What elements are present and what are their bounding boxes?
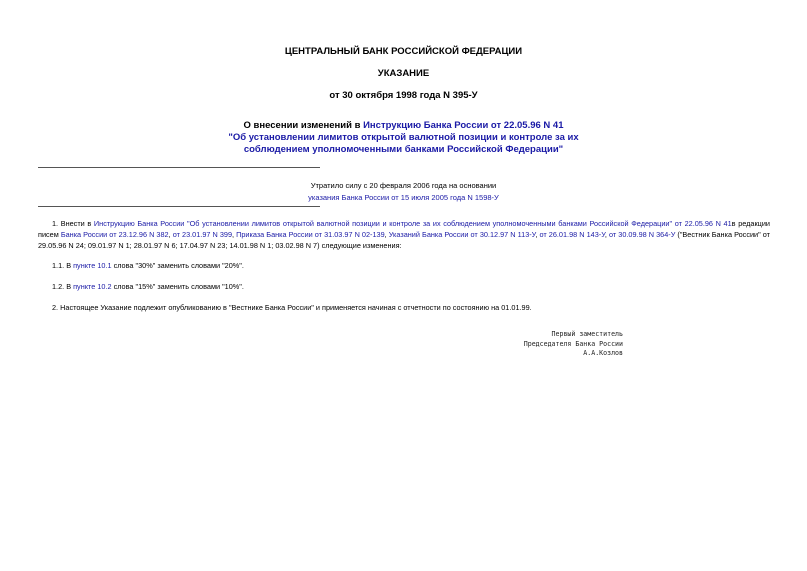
signature-position-2: Председателя Банка России [523, 339, 623, 348]
title-line-3[interactable]: соблюдением уполномоченными банками Российской Федерации" [243, 144, 564, 155]
divider-top [38, 167, 320, 168]
title-prefix: О внесении изменений в [243, 120, 364, 131]
paragraph-1 [38, 218, 770, 251]
p1-sep-2: , [232, 230, 237, 239]
status-line: Утратило силу с 20 февраля 2006 года на основании [310, 181, 497, 190]
p1-sep-4: , [535, 230, 540, 239]
document-title [0, 120, 807, 156]
title-instruction-link[interactable]: Инструкцию Банка России от 22.05.96 N 41 [363, 120, 564, 131]
p1-ukaz-143-link[interactable]: от 26.01.98 N 143-У [539, 230, 605, 239]
title-line-2[interactable]: "Об установлении лимитов открытой валютной позиции и контроле за их [228, 132, 579, 143]
divider-bottom [38, 206, 320, 207]
p1-sep-5: , [604, 230, 609, 239]
p1-text-1: 1. Внести в [52, 219, 94, 228]
paragraph-1-2 [38, 281, 770, 292]
p2-text-1: 1.1. В [52, 261, 74, 270]
signature-block [470, 330, 623, 359]
p1-sep-1: , [168, 230, 173, 239]
signature-name: А.А.Козлов [583, 349, 623, 357]
p1-letter-382-link[interactable]: Банка России от 23.12.96 N 382 [60, 230, 169, 239]
signature-position-1: Первый заместитель [551, 330, 623, 338]
p1-letter-399-link[interactable]: от 23.01.97 N 399 [172, 230, 233, 239]
p1-ukaz-364-link[interactable]: от 30.09.98 N 364-У [608, 230, 676, 239]
p1-order-02-139-link[interactable]: Приказа Банка России от 31.03.97 N 02-139 [236, 230, 385, 239]
p1-sep-3: , [384, 230, 389, 239]
p2-point-10-1-link[interactable]: пункте 10.1 [73, 261, 112, 270]
title-line-1 [0, 120, 807, 132]
p1-instruction-link[interactable]: Инструкцию Банка России "Об установлении лимитов открытой валютной позиции и контроле за их соблюдением уполномоченными банками Российской Федерации" от 22.05.96 N 41 [93, 219, 732, 228]
status-repeal-link[interactable]: указания Банка России от 15 июля 2005 года N 1598-У [308, 193, 499, 202]
p3-point-10-2-link[interactable]: пункте 10.2 [73, 282, 112, 291]
p3-text-1: 1.2. В [52, 282, 74, 291]
document-date: от 30 октября 1998 года N 395-У [329, 90, 478, 101]
p1-text-3: ("Вестник Банка России" от 29.05.96 N 24; 09.01.97 N 1; 28.01.97 N 6; 17.04.97 N 23; 14.01.98 N 1; 03.02.98 N 7) следующие изменения: [38, 230, 771, 250]
status-note [0, 180, 807, 204]
p3-text-2: слова "15%" заменить словами "10%". [111, 282, 244, 291]
document-type: УКАЗАНИЕ [377, 68, 430, 79]
p1-text-2: в редакции писем [38, 219, 770, 239]
paragraph-2: 2. Настоящее Указание подлежит опубликованию в "Вестнике Банка России" и применяется начиная с отчетности по состоянию на 01.01.99. [52, 303, 532, 312]
p2-text-2: слова "30%" заменить словами "20%". [111, 261, 244, 270]
bank-name: ЦЕНТРАЛЬНЫЙ БАНК РОССИЙСКОЙ ФЕДЕРАЦИИ [284, 46, 523, 57]
p1-ukaz-113-link[interactable]: Указаний Банка России от 30.12.97 N 113-У [388, 230, 536, 239]
paragraph-1-1 [38, 260, 770, 271]
